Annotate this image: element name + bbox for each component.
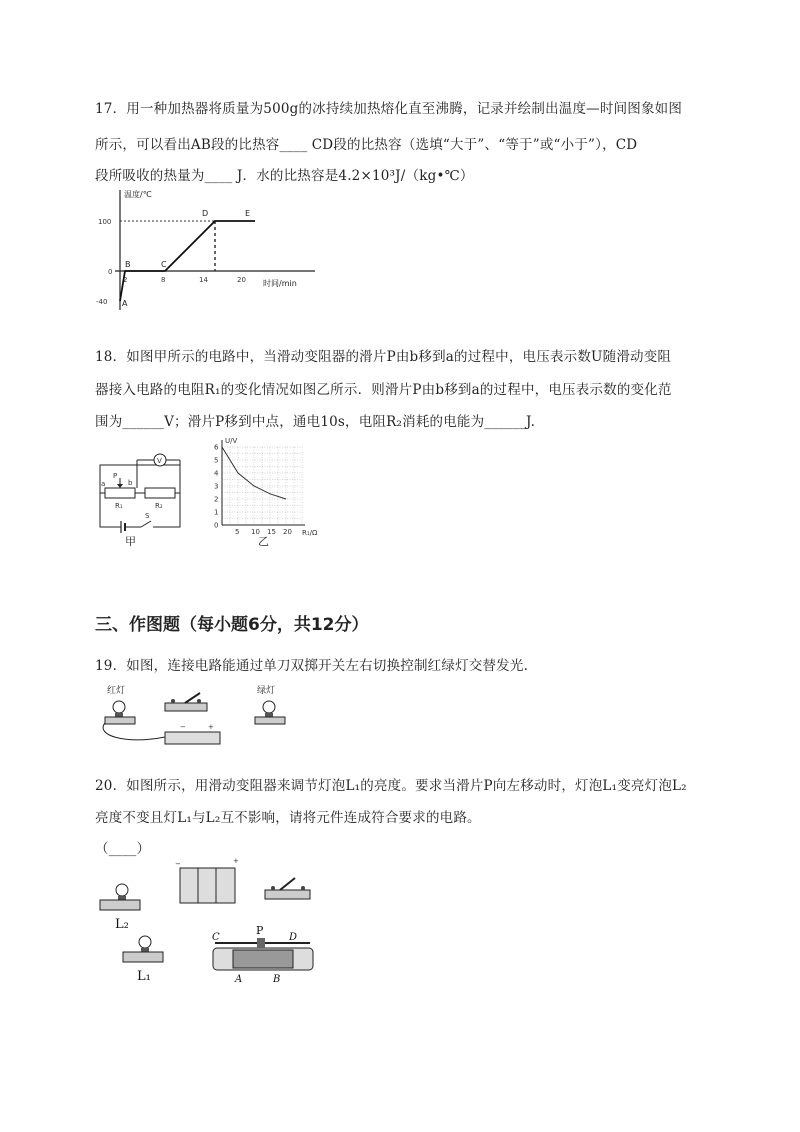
q20-apparatus-figure — [95, 858, 325, 988]
q18-x-label: R₁/Ω — [302, 529, 318, 537]
q18-r1-resistor — [105, 488, 135, 498]
q17-ytick-neg40: -40 — [96, 298, 108, 306]
q20-plus: + — [233, 857, 239, 865]
q20-label-c: C — [212, 932, 220, 943]
q20-bulb-l1 — [123, 936, 163, 962]
q18-label-v: V — [157, 457, 162, 465]
q18-y-tick-label: 2 — [214, 495, 219, 504]
q18-y-tick-label: 0 — [214, 521, 219, 530]
q18-x-tick-label: 20 — [283, 528, 292, 536]
q17-xtick-14: 14 — [199, 276, 208, 284]
q19-line-1: 19．如图，连接电路能通过单刀双掷开关左右切换控制红绿灯交替发光. — [95, 658, 529, 674]
q18-circuit-diagram — [95, 448, 195, 548]
q18-label-r2: R₂ — [155, 502, 163, 510]
q17-x-label: 时间/min — [263, 279, 297, 288]
q18-label-r1: R₁ — [115, 502, 123, 510]
q18-caption-jia: 甲 — [125, 535, 136, 548]
q18-label-s: S — [145, 512, 150, 520]
q18-y-tick-label: 3 — [214, 482, 219, 491]
q20-line-1: 20．如图所示，用滑动变阻器来调节灯泡L₁的亮度。要求当滑片P向左移动时，灯泡L₁变亮灯泡L₂ — [95, 778, 687, 794]
q19-apparatus-figure — [95, 685, 305, 750]
q17-temperature-time-graph — [95, 185, 325, 320]
q17-line-1: 17．用一种加热器将质量为500g的冰持续加热熔化直至沸腾，记录并绘制出温度—时间图象如图 — [95, 101, 683, 117]
q19-red-bulb — [105, 701, 135, 724]
q18-y-tick-label: 1 — [214, 508, 219, 517]
q19-switch — [165, 693, 207, 711]
q18-x-tick-label: 15 — [267, 528, 276, 536]
q17-line-3: 段所吸收的热量为____ J．水的比热容是4.2×10³J/（kg•℃） — [95, 168, 474, 184]
q17-curve — [120, 221, 255, 301]
q19-battery — [165, 723, 220, 744]
q18-y-tick-label: 6 — [214, 443, 219, 452]
q19-green-light-label: 绿灯 — [257, 686, 276, 696]
q18-label-b: b — [128, 479, 133, 487]
q18-r2-resistor — [145, 488, 175, 498]
q18-x-tick-label: 5 — [235, 528, 240, 536]
q17-ytick-100: 100 — [98, 218, 112, 226]
q18-line-1: 18．如图甲所示的电路中，当滑动变阻器的滑片P由b移到a的过程中，电压表示数U随滑动变阻 — [95, 349, 672, 365]
q18-caption-yi: 乙 — [258, 535, 269, 548]
q20-label-a: A — [235, 974, 243, 985]
q18-y-label: U/V — [225, 437, 238, 445]
q19-minus: − — [180, 723, 186, 731]
q20-battery — [175, 857, 239, 903]
q17-point-e: E — [245, 209, 251, 218]
q19-red-light-label: 红灯 — [107, 686, 126, 696]
q18-line-2: 器接入电路的电阻R₁的变化情况如图乙所示．则滑片P由b移到a的过程中，电压表示数的变化范 — [95, 382, 672, 398]
q20-label-l1: L₁ — [137, 969, 151, 984]
q20-switch — [265, 878, 310, 899]
q17-point-c: C — [161, 260, 167, 269]
q18-x-tick-label: 10 — [251, 528, 260, 536]
q20-label-p: P — [256, 924, 264, 937]
q17-xtick-20: 20 — [237, 276, 246, 284]
q20-bulb-l2 — [100, 884, 140, 910]
q18-y-tick-label: 4 — [214, 469, 219, 478]
q18-voltage-resistance-graph — [210, 435, 340, 550]
q18-grid — [222, 447, 302, 525]
q17-xtick-2: 2 — [123, 276, 128, 284]
q17-ytick-0: 0 — [108, 268, 113, 276]
q20-line-2: 亮度不变且灯L₁与L₂互不影响，请将元件连成符合要求的电路。 — [95, 810, 481, 826]
q17-point-d: D — [202, 209, 209, 218]
q18-line-3: 围为______V；滑片P移到中点，通电10s，电阻R₂消耗的电能为______J. — [95, 414, 536, 430]
q18-label-p: P — [113, 472, 118, 480]
section-3-title: 三、作图题（每小题6分，共12分） — [95, 615, 369, 635]
q17-point-b: B — [125, 260, 131, 269]
q20-answer-blank: （____） — [95, 841, 151, 857]
q19-green-bulb — [255, 701, 285, 724]
q19-plus: + — [208, 723, 214, 731]
q20-label-b: B — [273, 974, 281, 985]
q20-minus: − — [175, 860, 181, 868]
q17-y-label: 温度/℃ — [124, 190, 152, 199]
q20-label-d: D — [289, 932, 298, 943]
q20-label-l2: L₂ — [115, 917, 129, 932]
q18-y-tick-label: 5 — [214, 456, 219, 465]
q18-label-a: a — [101, 480, 106, 488]
q20-rheostat — [212, 924, 313, 985]
q17-xtick-8: 8 — [161, 276, 166, 284]
q17-point-a: A — [122, 299, 128, 308]
q17-line-2: 所示，可以看出AB段的比热容____ CD段的比热容（选填“大于”、“等于”或“小于”），CD — [95, 137, 638, 153]
